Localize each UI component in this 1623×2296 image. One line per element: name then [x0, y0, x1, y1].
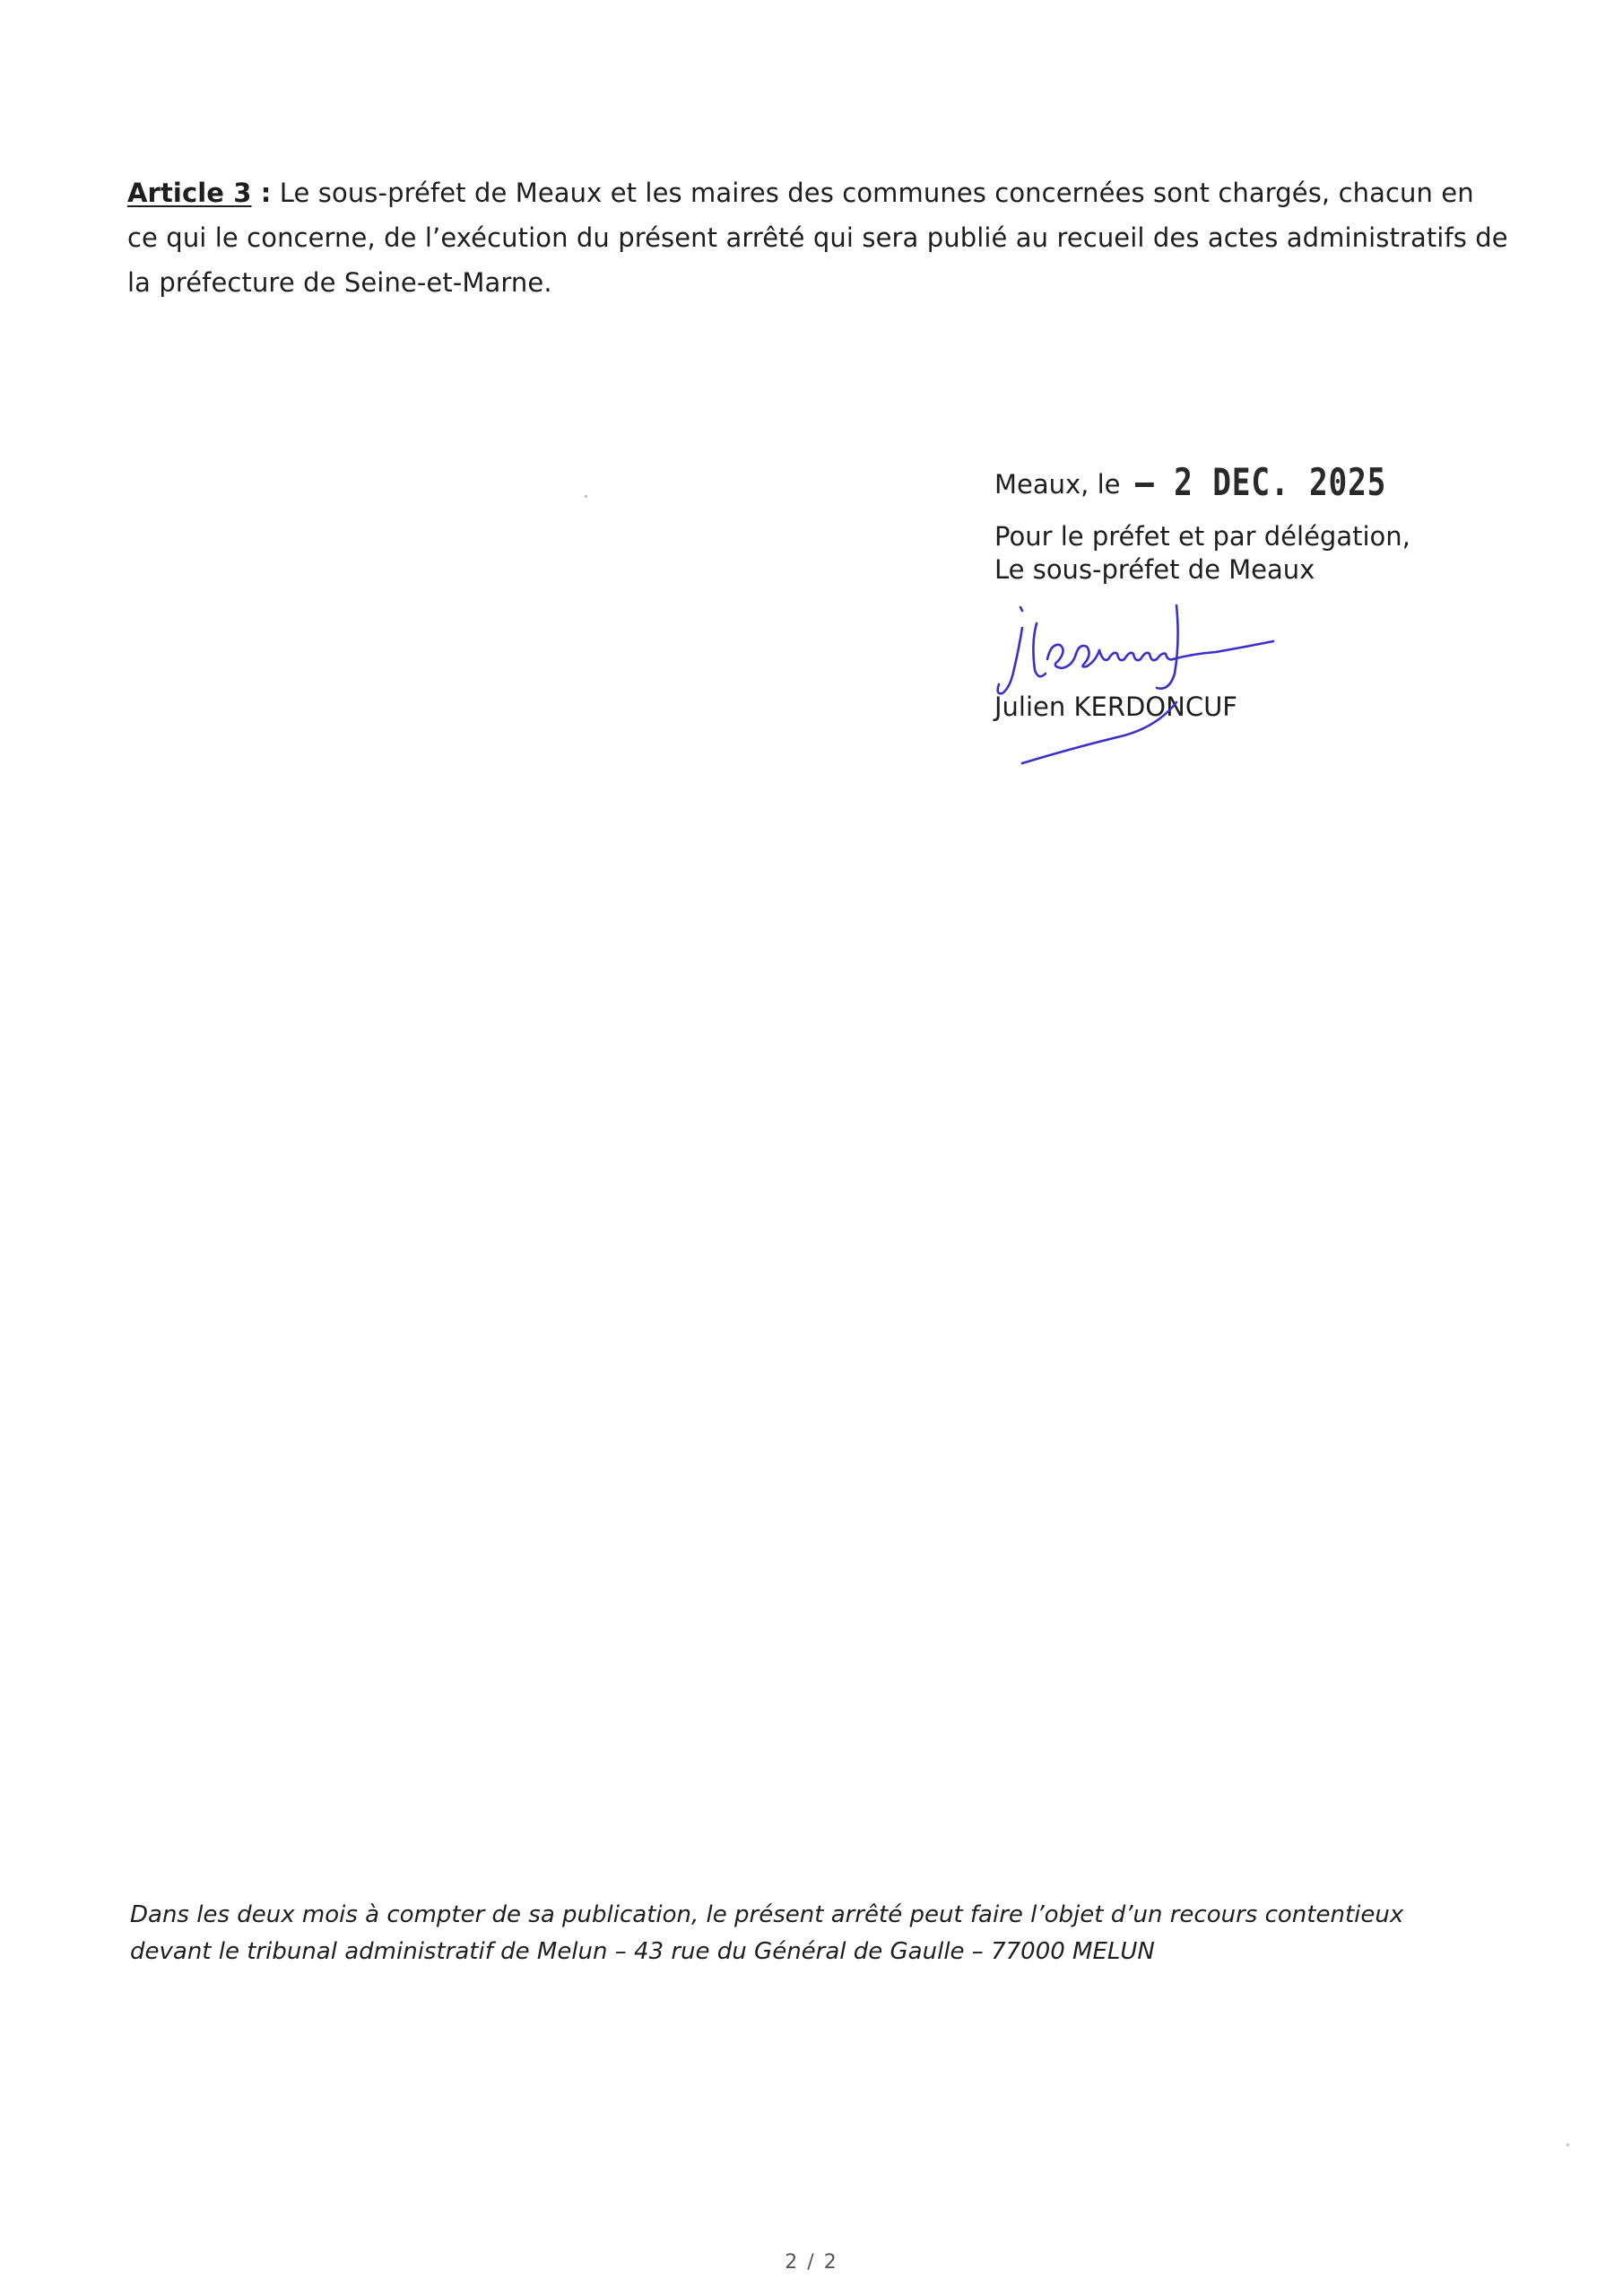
- page-number: 2 / 2: [785, 2251, 838, 2274]
- notice-line-2: devant le tribunal administratif de Melun – 43 rue du Général de Gaulle – 77000 MELUN: [130, 1938, 1155, 1965]
- article-3-paragraph: [127, 170, 1508, 305]
- place-prefix: Meaux, le: [994, 469, 1121, 500]
- notice-line-1: Dans les deux mois à compter de sa publication, le présent arrêté peut faire l’objet d’un recours contentieux: [130, 1901, 1404, 1928]
- article-3-colon: :: [251, 178, 272, 208]
- delegation-line: Pour le préfet et par délégation,: [994, 521, 1410, 552]
- article-3-text: Le sous-préfet de Meaux et les maires des communes concernées sont chargés, chacun en ce qui le concerne, de l’exécution du présent arrêté qui sera publié au recueil des actes administratifs de la préfecture de Seine-et-Marne.: [127, 178, 1508, 298]
- delegation-block: [994, 520, 1550, 587]
- article-3-label: Article 3: [127, 178, 252, 208]
- place-date-line: [994, 445, 1441, 508]
- scan-speck: [585, 495, 587, 498]
- date-stamp: – 2 DEC. 2025: [1134, 460, 1386, 504]
- signer-name: Julien KERDONCUF: [994, 691, 1237, 722]
- appeal-notice: [130, 1897, 1475, 1970]
- handwritten-signature: [986, 587, 1327, 767]
- scan-speck: [1567, 2144, 1569, 2146]
- signer-title: Le sous-préfet de Meaux: [994, 554, 1315, 585]
